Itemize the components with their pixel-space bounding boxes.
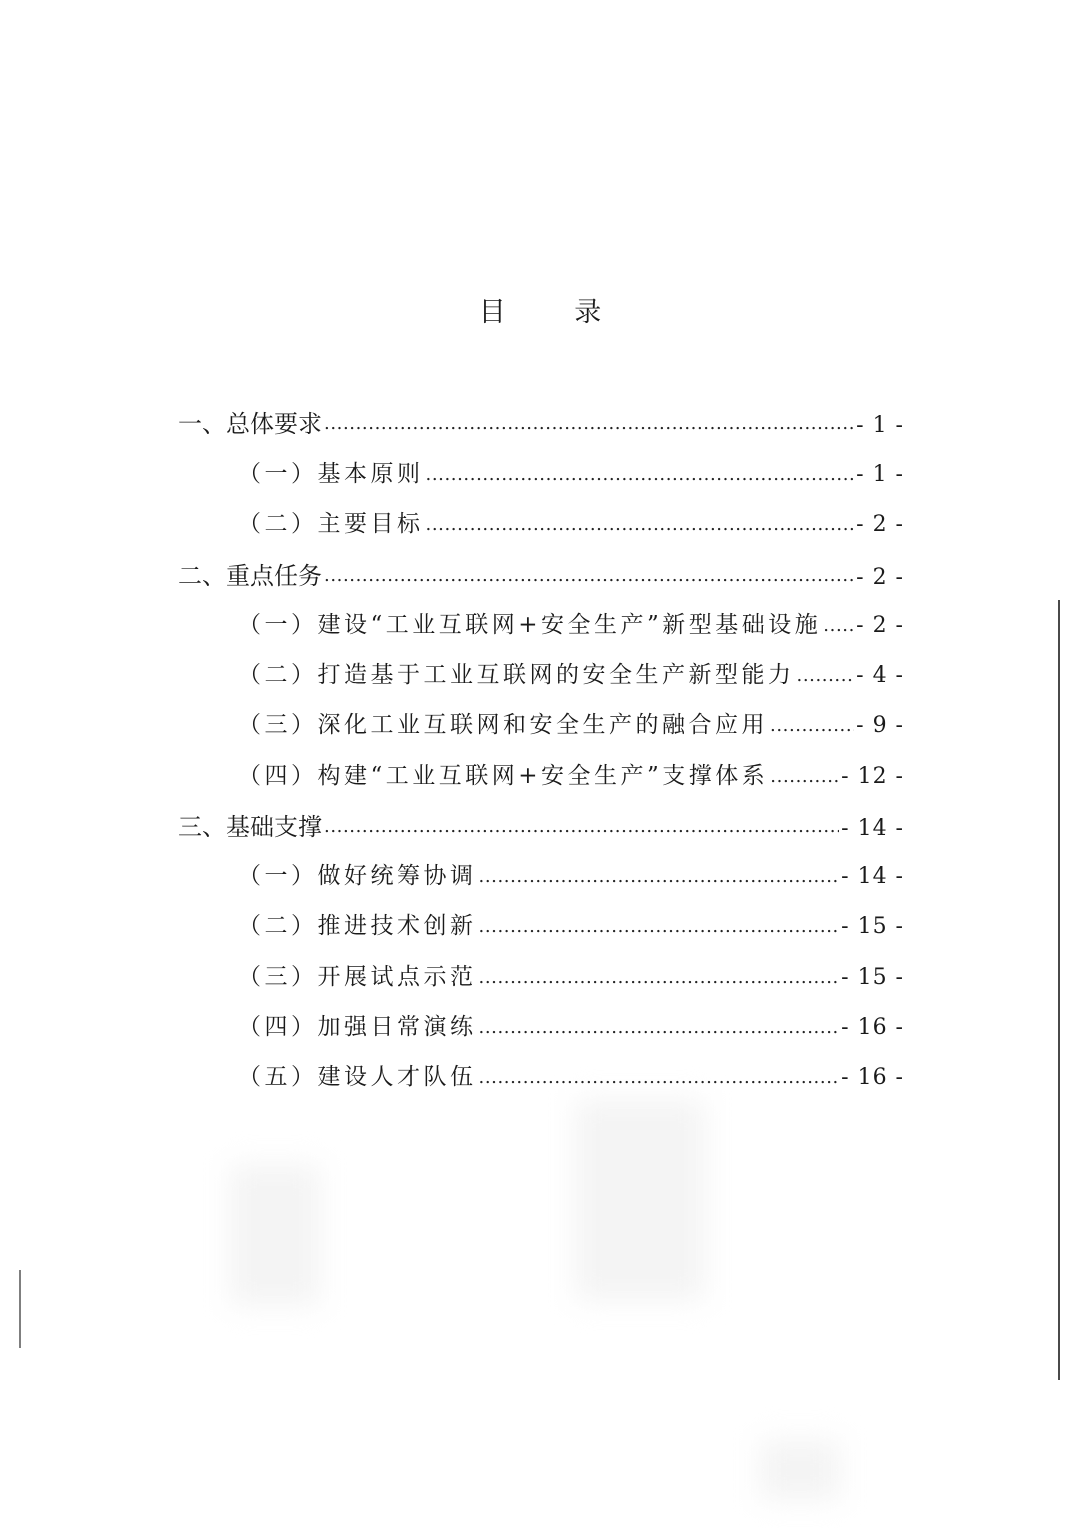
- toc-entry-subsection[interactable]: [238, 857, 904, 891]
- toc-dot-leader: [426, 464, 855, 486]
- toc-entry-label: （二）推进技术创新: [238, 913, 477, 939]
- toc-page-number: - 1 -: [856, 413, 904, 438]
- toc-page-number: - 15 -: [841, 965, 904, 990]
- toc-dot-leader: [479, 916, 840, 938]
- toc-entry-label: （三）深化工业互联网和安全生产的融合应用: [238, 712, 768, 738]
- toc-page-number: - 14 -: [841, 816, 904, 841]
- toc-dot-leader: [770, 715, 854, 737]
- toc-entry-subsection[interactable]: [238, 1008, 904, 1042]
- toc-dot-leader: [324, 565, 854, 587]
- toc-dot-leader: [823, 615, 854, 637]
- toc-page-number: - 15 -: [841, 914, 904, 939]
- toc-entry-subsection[interactable]: [238, 907, 904, 941]
- toc-entry-label: （二）主要目标: [238, 511, 424, 537]
- toc-dot-leader: [426, 514, 855, 536]
- toc-entry-label: 一、总体要求: [178, 410, 322, 438]
- toc-entry-subsection[interactable]: [238, 656, 904, 690]
- toc-page-number: - 2 -: [856, 613, 904, 638]
- toc-entry-label: 三、基础支撑: [178, 813, 322, 841]
- toc-page-number: - 16 -: [841, 1065, 904, 1090]
- toc-entry-subsection[interactable]: [238, 1058, 904, 1092]
- toc-dot-leader: [479, 967, 840, 989]
- toc-dot-leader: [479, 1067, 840, 1089]
- page-title: 目 录: [478, 297, 632, 328]
- toc-entry-label: （一）建设“工业互联网+安全生产”新型基础设施: [238, 612, 822, 638]
- toc-entry-subsection[interactable]: [238, 958, 904, 992]
- toc-page-number: - 9 -: [856, 713, 904, 738]
- toc-entry-subsection[interactable]: [238, 757, 904, 791]
- toc-entry-subsection[interactable]: [238, 606, 904, 640]
- toc-entry-subsection[interactable]: [238, 455, 904, 489]
- toc-entry-label: （一）做好统筹协调: [238, 863, 477, 889]
- toc-dot-leader: [324, 816, 839, 838]
- toc-entry-label: （四）加强日常演练: [238, 1014, 477, 1040]
- toc-page-number: - 16 -: [841, 1015, 904, 1040]
- toc-entry-section-1[interactable]: [178, 404, 904, 438]
- toc-entry-section-3[interactable]: [178, 807, 904, 841]
- toc-entry-section-2[interactable]: [178, 556, 904, 590]
- toc-entry-label: （三）开展试点示范: [238, 964, 477, 990]
- toc-dot-leader: [324, 413, 854, 435]
- toc-dot-leader: [479, 866, 840, 888]
- toc-entry-subsection[interactable]: [238, 706, 904, 740]
- toc-dot-leader: [770, 766, 839, 788]
- toc-page-number: - 2 -: [856, 565, 904, 590]
- toc-page-number: - 14 -: [841, 864, 904, 889]
- toc-entry-label: （一）基本原则: [238, 461, 424, 487]
- toc-entry-label: （五）建设人才队伍: [238, 1064, 477, 1090]
- toc-page-number: - 1 -: [856, 462, 904, 487]
- toc-entry-label: （四）构建“工业互联网+安全生产”支撑体系: [238, 763, 769, 789]
- toc-entry-label: （二）打造基于工业互联网的安全生产新型能力: [238, 662, 795, 688]
- toc-page-number: - 12 -: [841, 764, 904, 789]
- toc-page-number: - 2 -: [856, 512, 904, 537]
- toc-dot-leader: [479, 1017, 840, 1039]
- toc-entry-label: 二、重点任务: [178, 562, 322, 590]
- toc-dot-leader: [797, 665, 855, 687]
- toc-page-number: - 4 -: [856, 663, 904, 688]
- toc-entry-subsection[interactable]: [238, 505, 904, 539]
